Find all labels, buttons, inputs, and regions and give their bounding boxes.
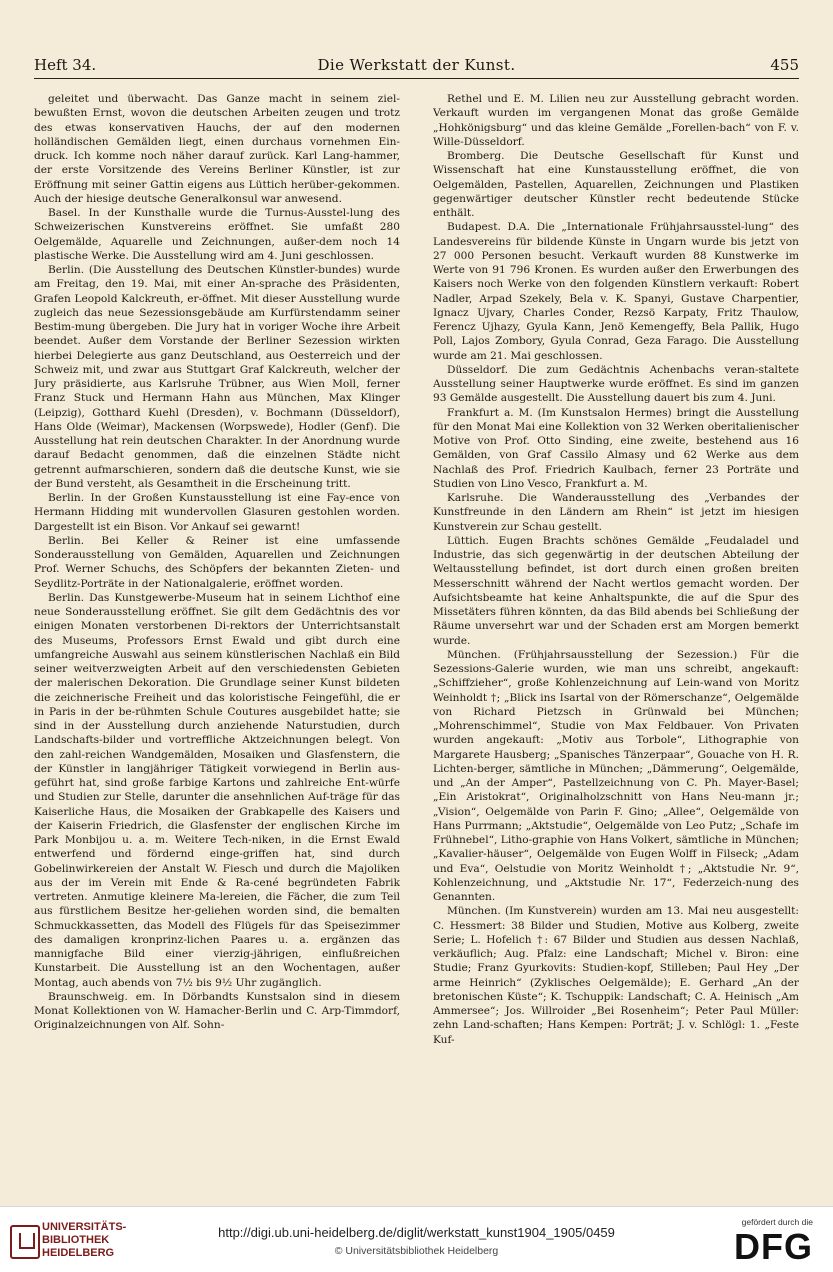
funder-tagline: gefördert durch die xyxy=(741,1217,813,1227)
paragraph: Budapest. D.A. Die „Internationale Frühjahrsausstel-lung“ des Landesvereins für bildende Künste in Ungarn wurde bis jetzt von 27 000 Personen besucht. Verkauft wurden 88 Kunstwerke im Werte von 91 796 Kronen. Es wurden außer den Erwerbungen des Kaisers noch Werke von den folgenden Künstlern verkauft: Robert Nadler, Arpad Szekely, Bela v. K. Spanyi, Gustave Charpentier, Ignacz Ujvary, Charles Conder, Rezsö Karpaty, Fritz Thaulow, Ferencz Ujhazy, Gyula Kann, Jenö Kemengeffy, Bela Pallik, Hugo Poll, Lajos Zombory, Gyula Conrad, Geza Farago. Die Ausstellung wurde am 21. Mai geschlossen. xyxy=(433,221,799,362)
paragraph: Braunschweig. em. In Dörbandts Kunstsalon sind in diesem Monat Kollektionen von W. Hamacher-Berlin und C. Arp-Timmdorf, Originalzeichnungen von Alf. Sohn- xyxy=(34,990,400,1032)
paragraph: Düsseldorf. Die zum Gedächtnis Achenbachs veran-staltete Ausstellung seiner Hauptwerke wurde eröffnet. Es sind im ganzen 93 Gemälde ausgestellt. Die Ausstellung dauert bis zum 4. Juni. xyxy=(433,363,799,405)
page-number: 455 xyxy=(770,56,799,74)
paragraph: Berlin. In der Großen Kunstausstellung ist eine Fay-ence von Hermann Hidding mit wundervollen Glasuren gestohlen worden. Dargestellt ist ein Bison. Vor Ankauf sei gewarnt! xyxy=(34,492,400,533)
dfg-logo: DFG xyxy=(734,1226,813,1267)
paragraph: Lüttich. Eugen Brachts schönes Gemälde „Feudaladel und Industrie, das sich gegenwärtig in der deutschen Abteilung der Weltausstellung befindet, ist dort durch einen großen breiten Messerschnitt während der Nacht wertlos gemacht worden. Der Aufsichtsbeamte hat keine Anhaltspunkte, die auf die Spur des Missetäters führen könnten, da das Bild abends bei Schließung der Räume unversehrt war und der Schaden erst am Morgen bemerkt wurde. xyxy=(433,534,799,647)
text-columns xyxy=(34,92,799,1194)
paragraph: Berlin. Bei Keller & Reiner ist eine umfassende Sonderausstellung von Gemälden, Aquarellen und Zeichnungen Prof. Werner Schuchs, des Schöpfers der bekannten Zieten- und Seydlitz-Porträte in der Nationalgalerie, eröffnet worden. xyxy=(34,534,400,590)
copyright-notice: © Universitätsbibliothek Heidelberg xyxy=(334,1245,499,1257)
page-header xyxy=(34,52,799,79)
paragraph: Berlin. (Die Ausstellung des Deutschen Künstler-bundes) wurde am Freitag, den 19. Mai, mit einer An-sprache des Präsidenten, Grafen Leopold Kalckreuth, er-öffnet. Mit dieser Ausstellung wurde zugleich das neue Sezessionsgebäude am Kurfürstendamm seiner Bestim-mung übergeben. Die Jury hat in voriger Woche ihre Arbeit beendet. Außer dem Vorstande der Berliner Sezession wirkten hierbei Delegierte aus ganz Deutschland, aus Oesterreich und der Schweiz mit, und zwar aus Stuttgart Graf Kalckreuth, welcher der Jury präsidierte, aus Karlsruhe Trübner, aus Wien Moll, ferner Franz Stuck und Hermann Hahn aus München, Max Klinger (Leipzig), Gotthard Kuehl (Dresden), v. Bochmann (Düsseldorf), Hans Olde (Weimar), Mackensen (Worpswede), Hodler (Genf). Die Ausstellung hat rein deutschen Charakter. In der Anordnung wurde darauf Bedacht genommen, daß die einzelnen Städte nicht getrennt aufmarschieren, sondern daß die deutsche Kunst, wie sie der Bund versteht, als Gesamtheit in die Erscheinung tritt. xyxy=(34,264,400,490)
paragraph: München. (Frühjahrsausstellung der Sezession.) Für die Sezessions-Galerie wurden, wie man uns schreibt, angekauft: „Schiffzieher“, große Kohlenzeichnung auf Lein-wand von Moritz Weinholdt †; „Blick ins Isartal von der Römerschanze“, Oelgemälde von Richard Pietzsch in Grünwald bei München; „Mohrenschimmel“, Studie von Max Feldbauer. Von Privaten wurden angekauft: „Motiv aus Torbole“, Lithographie von Margarete Hausberg; „Spanisches Tänzerpaar“, Gouache von H. R. Lichten-berger, sämtliche in München; „Dämmerung“, Oelgemälde, und „An der Amper“, Pastellzeichnung von C. Ph. Mayer-Basel; „Ein Aristokrat“, Originalholzschnitt von Hans Neu-mann jr.; „Vision“, Oelgemälde von Parin F. Gino; „Allee“, Oelgemälde von Hans Purrmann; „Aktstudie“, Oelgemälde von Leo Putz; „Schafe im Frühnebel“, Litho-graphie von Hans Volkert, sämtliche in München; „Kavalier-häuser“, Oelgemälde von Eugen Wolff in Filseck; „Adam und Eva“, Oelstudie von Moritz Weinholdt †; „Aktstudie Nr. 9“, Kohlenzeichnung, und „Aktstudie Nr. 17“, Federzeich-nung des Genannten. xyxy=(433,648,799,903)
paragraph: Bromberg. Die Deutsche Gesellschaft für Kunst und Wissenschaft hat eine Kunstausstellung eröffnet, die von Oelgemälden, Pastellen, Aquarellen, Zeichnungen und Plastiken gegenwärtiger deutscher Künstler recht bedeutende Stücke enthält. xyxy=(433,150,799,219)
paragraph: Berlin. Das Kunstgewerbe-Museum hat in seinem Lichthof eine neue Sonderausstellung eröffnet. Sie gilt dem Gedächtnis des vor einigen Monaten verstorbenen Di-rektors der Unterrichtsanstalt des Museums, Professors Ernst Ewald und gibt durch eine umfangreiche Auswahl aus seinem künstlerischen Nachlaß ein Bild seiner weitverzweigten Arbeit auf den verschiedensten Gebieten der malerischen Dekoration. Die Grundlage seiner Kunst bildeten die zeichnerische Freiheit und das koloristische Feingefühl, die er in Paris in der be-rühmten Schule Coutures ausgebildet hatte; sie sind in der Ausstellung durch anziehende Naturstudien, durch Landschafts-bilder und vortreffliche Aktzeichnungen belegt. Von den zahl-reichen Wandgemälden, Mosaiken und Glasfenstern, die der Künstler in langjähriger Tätigkeit vorwiegend in Berlin aus-geführt hat, sind große farbige Kartons und zahlreiche Ent-würfe und Studien zur Stelle, darunter die ansehnlichen Auf-träge für das Kaiserliche Haus, die Mosaiken der Grabkapelle des Kaisers und der Kaiserin Friedrich, die Glasfenster der englischen Kirche im Park Monbijou u. a. m. Weitere Tech-niken, in die Ernst Ewald entwerfend und fördernd einge-griffen hat, sind durch Gobelinwirkereien der Anstalt W. Fiesch und durch die Majoliken aus der im Verein mit Ende & Ra-cené begründeten Fabrik vertreten. Anmutige kleinere Ma-lereien, die Fächer, die zum Teil aus fürstlichem Besitze her-geliehen worden sind, die bemalten Schmuckkassetten, das Modell des Flügels für das Speisezimmer des damaligen kronprinz-lichen Paares u. a. ergänzen das mannigfache Bild einer vierzig-jährigen, einflußreichen Kunstarbeit. Die Ausstellung ist an den Wochentagen, außer Montag, auch abends von 7½ bis 9½ Uhr zugänglich. xyxy=(34,591,400,989)
paragraph: Frankfurt a. M. (Im Kunstsalon Hermes) bringt die Ausstellung für den Monat Mai eine Kollektion von 32 Werken oberitalienischer Motive von Prof. Otto Sinding, eine zweite, bestehend aus 16 Gemälden, von Graf Cassilo Almasy und 62 Werke aus dem Nachlaß des Prof. Friedrich Kaulbach, ferner 23 Porträte und Studien von Lino Vesco, Frankfurt a. M. xyxy=(433,406,799,490)
library-name: UNIVERSITÄTS- BIBLIOTHEK HEIDELBERG xyxy=(42,1221,127,1259)
paragraph: München. (Im Kunstverein) wurden am 13. Mai neu ausgestellt: C. Hessmert: 38 Bilder und Studien, Motive aus Kolberg, zweite Serie; L. Hofelich †: 67 Bilder und Studien aus dessen Nachlaß, verkäuflich; Aug. Pfalz: eine Landschaft; Michel v. Biron: eine Studie; Franz Gyurkovits: Studien-kopf, Stilleben; Paul Hey „Der arme Heinrich“ (Zyklisches Oelgemälde); E. Gerhard „An der bretonischen Küste“; K. Tschuppik: Landschaft; C. A. Heinisch „Am Ammersee“; Jos. Willroider „Bei Rosenheim“; Peter Paul Müller: zehn Land-schaften; Hans Kempen: Porträt; J. v. Schlögl: 1. „Feste Kuf- xyxy=(433,905,799,1046)
paragraph: geleitet und überwacht. Das Ganze macht in seinem ziel-bewußten Ernst, wovon die deutschen Arbeiten zeugen und trotz des etwas konservativen Hauchs, der auf den modernen holländischen Gemälden liegt, einen durchaus vornehmen Ein-druck. Ich komme noch näher darauf zurück. Karl Lang-hammer, der erste Vorsitzende des Vereins Berliner Künstler, ist zur Eröffnung mit seiner Gattin eigens aus Lüttich herüber-gekommen. Auch der hiesige deutsche Generalkonsul war anwesend. xyxy=(34,93,400,205)
source-url-link[interactable]: http://digi.ub.uni-heidelberg.de/diglit/werkstatt_kunst1904_1905/0459 xyxy=(218,1225,615,1240)
paragraph: Karlsruhe. Die Wanderausstellung des „Verbandes der Kunstfreunde in den Ländern am Rhein“ ist jetzt im hiesigen Kunstverein zur Schau gestellt. xyxy=(433,492,799,533)
right-column xyxy=(433,92,799,1194)
issue-number: Heft 34. xyxy=(34,56,97,74)
left-column xyxy=(34,92,400,1194)
digitization-footer xyxy=(0,1206,833,1272)
journal-title: Die Werkstatt der Kunst. xyxy=(317,56,516,74)
paragraph: Basel. In der Kunsthalle wurde die Turnus-Ausstel-lung des Schweizerischen Kunstvereins eröffnet. Sie umfaßt 280 Oelgemälde, Aquarelle und Zeichnungen, außer-dem noch 14 plastische Werke. Die Ausstellung wird am 4. Juni geschlossen. xyxy=(34,207,400,262)
paragraph: Rethel und E. M. Lilien neu zur Ausstellung gebracht worden. Verkauft wurden im vergangenen Monat das große Gemälde „Hohkönigsburg“ und das kleine Gemälde „Forellen-bach“ von F. v. Wille-Düsseldorf. xyxy=(433,93,799,148)
